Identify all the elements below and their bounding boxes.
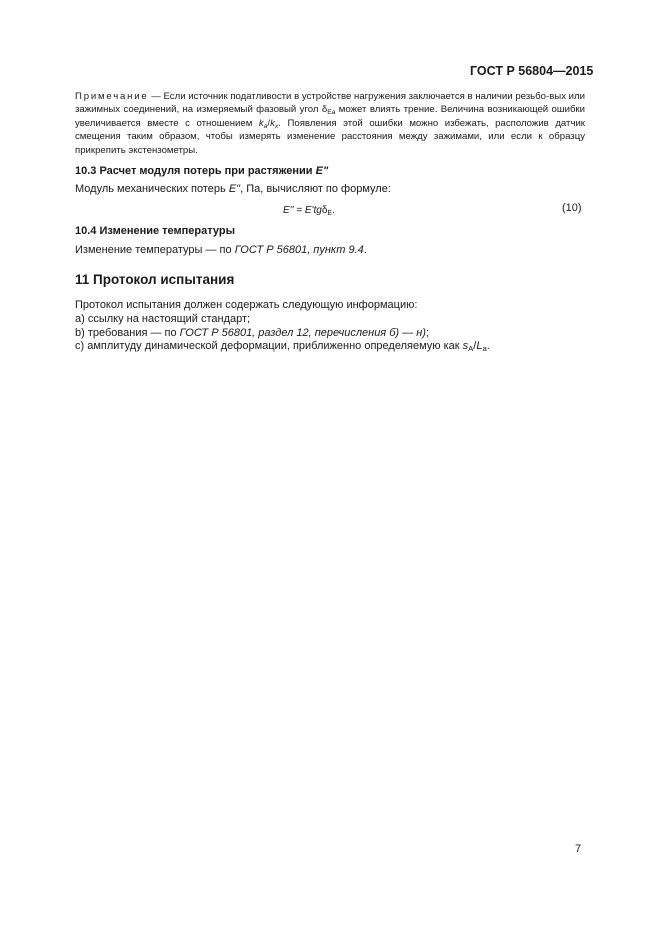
heading-text: 10.3 Расчет модуля потерь при растяжении	[75, 165, 316, 177]
body-symbol: E"	[228, 183, 241, 195]
formula-end: .	[332, 205, 335, 216]
formula-10	[283, 205, 335, 216]
k-symbol: k	[258, 117, 264, 129]
equation-number: (10)	[562, 202, 582, 214]
section-11-content	[75, 299, 490, 354]
formula-subscript: E	[327, 210, 333, 217]
body-text: ;	[425, 326, 429, 339]
section-10-3-text	[75, 183, 391, 195]
note-text: может влиять трение. Величина возникающей ошибки увеличивается вместе с отношением	[75, 104, 585, 129]
k-subscript: a	[263, 122, 268, 130]
s-subscript: A	[468, 344, 474, 354]
section-11-heading: 11 Протокол испытания	[75, 272, 235, 287]
heading-symbol: E"	[315, 165, 329, 177]
slash: /	[267, 117, 271, 129]
standard-reference: ГОСТ Р 56801, пункт 9.4	[234, 244, 364, 256]
note-label: Примечание	[75, 91, 149, 102]
list-item-a: a) ссылку на настоящий стандарт;	[75, 312, 251, 325]
k-symbol: k	[270, 117, 275, 129]
body-text: b) требования — по	[75, 326, 180, 339]
page-number: 7	[575, 843, 582, 855]
body-text: , Па, вычисляют по формуле:	[240, 183, 391, 195]
section-11-intro: Протокол испытания должен содержать следующую информацию:	[75, 299, 418, 311]
standard-reference: ГОСТ Р 56801, раздел 12, перечисления б) — н)	[179, 326, 426, 339]
k-subscript: x	[274, 122, 279, 130]
l-subscript: a	[482, 344, 487, 354]
s-symbol: s	[462, 340, 469, 353]
section-10-4-text	[75, 244, 367, 256]
formula-lhs: E'' = E'tg	[283, 205, 322, 216]
formula-delta: δ	[321, 205, 328, 216]
body-text: Изменение температуры — по	[75, 244, 235, 256]
note-block	[75, 90, 585, 157]
body-text: .	[363, 244, 367, 256]
note-paragraph	[75, 90, 585, 157]
note-text: — Если источник податливости в устройстве нагружения заключается в наличии резьбо-вых или зажимных соединений, на измеряемый фазовый угол	[75, 91, 585, 116]
section-10-4-heading: 10.4 Изменение температуры	[75, 225, 236, 237]
list-item-b	[75, 327, 490, 341]
section-10-3-heading	[75, 165, 328, 177]
delta-symbol: δ	[321, 104, 328, 116]
slash: /	[473, 340, 477, 353]
list-item-c	[75, 340, 490, 354]
body-text: .	[486, 340, 490, 353]
l-symbol: L	[476, 340, 483, 353]
note-text: . Появления этой ошибки можно избежать, расположив датчик смещения таким образом, чтобы измерять изменение расстояния между зажимами, или если к образцу прикрепить экстензометры.	[75, 117, 585, 156]
delta-subscript: Ea	[327, 109, 336, 117]
body-text: c) амплитуду динамической деформации, приближенно определяемую как	[75, 340, 463, 353]
standard-header: ГОСТ Р 56804—2015	[470, 64, 594, 78]
body-text: Модуль механических потерь	[75, 183, 229, 195]
